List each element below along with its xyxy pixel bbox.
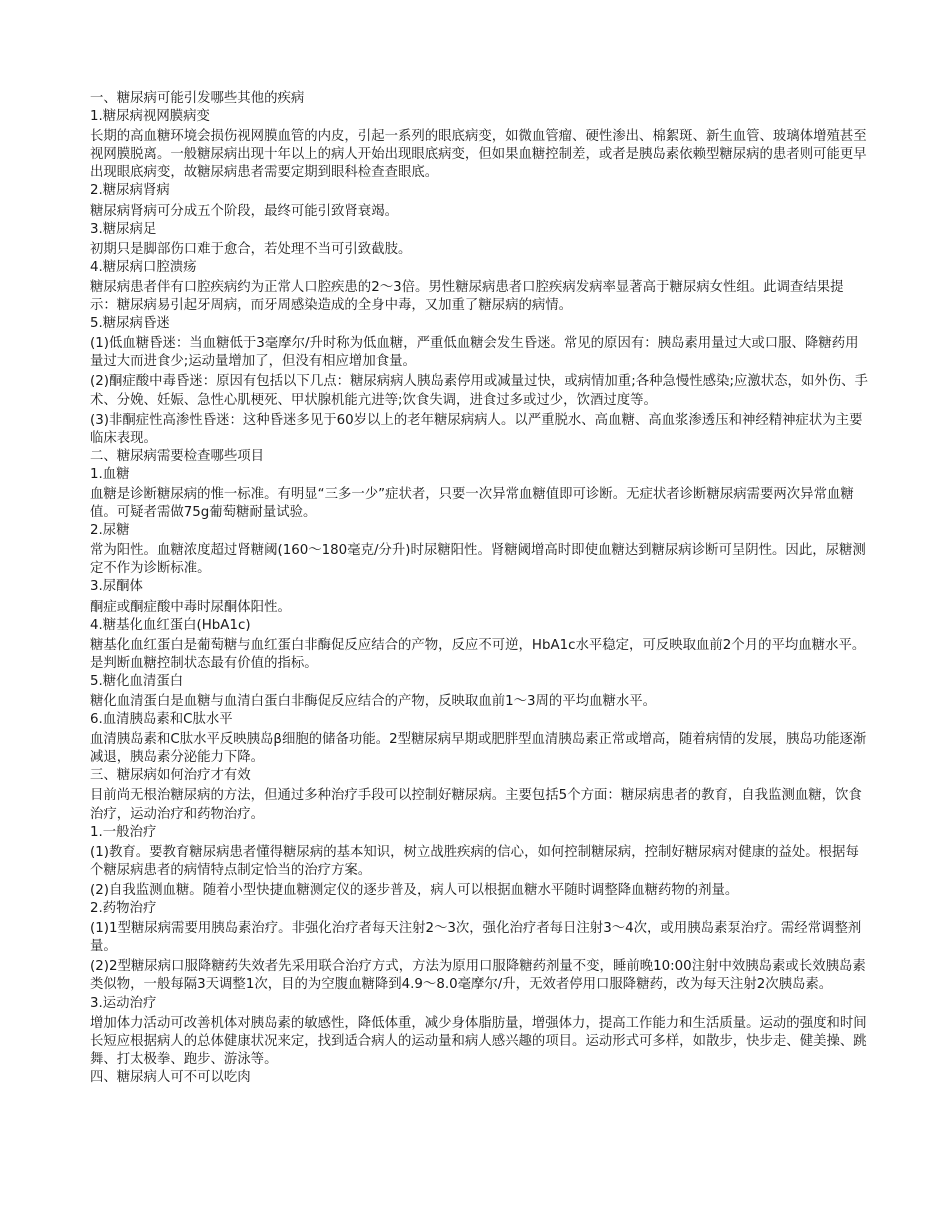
section-heading: 5.糖尿病昏迷 — [90, 316, 170, 332]
paragraph: 血糖是诊断糖尿病的惟一标准。有明显“三多一少”症状者，只要一次异常血糖值即可诊断。无症状者诊断糖尿病需要两次异常血糖值。可疑者需做75g葡萄糖耐量试验。 — [90, 486, 854, 521]
section-heading: 3.运动治疗 — [90, 995, 157, 1011]
section-heading: 2.糖尿病肾病 — [90, 183, 170, 199]
section-heading: 二、糖尿病需要检查哪些项目 — [90, 448, 265, 464]
section-heading: 5.糖化血清蛋白 — [90, 673, 184, 689]
paragraph: 糖化血清蛋白是血糖与血清白蛋白非酶促反应结合的产物，反映取血前1～3周的平均血糖水平。 — [90, 694, 657, 709]
paragraph: 糖基化血红蛋白是葡萄糖与血红蛋白非酶促反应结合的产物，反应不可逆，HbA1c水平稳定，可反映取血前2个月的平均血糖水平。是判断血糖控制状态最有价值的指标。 — [90, 637, 866, 671]
paragraph: (1)教育。要教育糖尿病患者懂得糖尿病的基本知识，树立战胜疾病的信心，如何控制糖尿病，控制好糖尿病对健康的益处。根据每个糖尿病患者的病情特点制定恰当的治疗方案。 — [90, 844, 859, 878]
paragraph: (2)酮症酸中毒昏迷：原因有包括以下几点：糖尿病病人胰岛素停用或减量过快，或病情加重;各种急慢性感染;应激状态，如外伤、手术、分娩、妊娠、急性心肌梗死、甲状腺机能亢进等;饮食失调，进食过多或过少，饮酒过度等。 — [90, 374, 868, 408]
section-heading: 1.血糖 — [90, 466, 130, 482]
paragraph: (1)低血糖昏迷：当血糖低于3毫摩尔/升时称为低血糖，严重低血糖会发生昏迷。常见的原因有：胰岛素用量过大或口服、降糖药用量过大而进食少;运动量增加了，但没有相应增加食量。 — [90, 336, 859, 370]
paragraph: 酮症或酮症酸中毒时尿酮体阳性。 — [90, 599, 291, 615]
paragraph: 长期的高血糖环境会损伤视网膜血管的内皮，引起一系列的眼底病变，如微血管瘤、硬性渗出、棉絮斑、新生血管、玻璃体增殖甚至视网膜脱离。一般糖尿病出现十年以上的病人开始出现眼底病变，但如果血糖控制差，或者是胰岛素依赖型糖尿病的患者则可能更早出现眼底病变，故糖尿病患者需要定期到眼科检查查眼底。 — [90, 129, 867, 181]
paragraph: (2)自我监测血糖。随着小型快捷血糖测定仪的逐步普及，病人可以根据血糖水平随时调整降血糖药物的剂量。 — [90, 882, 739, 898]
paragraph: 增加体力活动可改善机体对胰岛素的敏感性，降低体重，减少身体脂肪量，增强体力，提高工作能力和生活质量。运动的强度和时间长短应根据病人的总体健康状况来定，找到适合病人的运动量和病人感兴趣的项目。运动形式可多样，如散步，快步走、健美操、跳舞、打太极拳、跑步、游泳等。 — [90, 1015, 867, 1067]
paragraph: (2)2型糖尿病口服降糖药失效者先采用联合治疗方式，方法为原用口服降糖药剂量不变，睡前晚10:00注射中效胰岛素或长效胰岛素类似物，一般每隔3天调整1次，目的为空腹血糖降到4.9～8.0毫摩尔/升，无效者停用口服降糖药，改为每天注射2次胰岛素。 — [90, 959, 866, 993]
section-heading: 4.糖基化血红蛋白(HbA1c) — [90, 617, 251, 633]
section-heading: 一、糖尿病可能引发哪些其他的疾病 — [90, 91, 305, 106]
section-heading: 1.糖尿病视网膜病变 — [90, 109, 210, 125]
paragraph: 目前尚无根治糖尿病的方法，但通过多种治疗手段可以控制好糖尿病。主要包括5个方面：糖尿病患者的教育，自我监测血糖，饮食治疗，运动治疗和药物治疗。 — [90, 788, 862, 822]
paragraph: 常为阳性。血糖浓度超过肾糖阈(160～180毫克/分升)时尿糖阳性。肾糖阈增高时即使血糖达到糖尿病诊断可呈阴性。因此，尿糖测定不作为诊断标准。 — [90, 543, 866, 577]
section-heading: 4.糖尿病口腔溃疡 — [90, 259, 197, 275]
paragraph: 初期只是脚部伤口难于愈合，若处理不当可引致截肢。 — [90, 241, 412, 257]
paragraph: (3)非酮症性高渗性昏迷：这种昏迷多见于60岁以上的老年糖尿病病人。以严重脱水、高血糖、高血浆渗透压和神经精神症状为主要临床表现。 — [90, 412, 863, 446]
paragraph: 糖尿病患者伴有口腔疾病约为正常人口腔疾患的2～3倍。男性糖尿病患者口腔疾病发病率显著高于糖尿病女性组。此调查结果提示：糖尿病易引起牙周病，而牙周感染造成的全身中毒，又加重了糖尿病的病情。 — [90, 279, 844, 314]
paragraph: 血清胰岛素和C肽水平反映胰岛β细胞的储备功能。2型糖尿病早期或肥胖型血清胰岛素正常或增高，随着病情的发展，胰岛功能逐渐减退，胰岛素分泌能力下降。 — [90, 732, 867, 766]
section-heading: 3.尿酮体 — [90, 579, 143, 595]
section-heading: 三、糖尿病如何治疗才有效 — [90, 768, 251, 784]
section-heading: 2.药物治疗 — [90, 901, 157, 917]
paragraph: (1)1型糖尿病需要用胰岛素治疗。非强化治疗者每天注射2～3次，强化治疗者每日注射3～4次，或用胰岛素泵治疗。需经常调整剂量。 — [90, 921, 862, 955]
section-heading: 四、糖尿病人可不可以吃肉 — [90, 1069, 251, 1085]
section-heading: 3.糖尿病足 — [90, 221, 157, 237]
section-heading: 1.一般治疗 — [90, 824, 157, 840]
section-heading: 6.血清胰岛素和C肽水平 — [90, 712, 233, 728]
section-heading: 2.尿糖 — [90, 523, 130, 539]
paragraph: 糖尿病肾病可分成五个阶段，最终可能引致肾衰竭。 — [90, 203, 398, 219]
document-body — [90, 90, 870, 1087]
